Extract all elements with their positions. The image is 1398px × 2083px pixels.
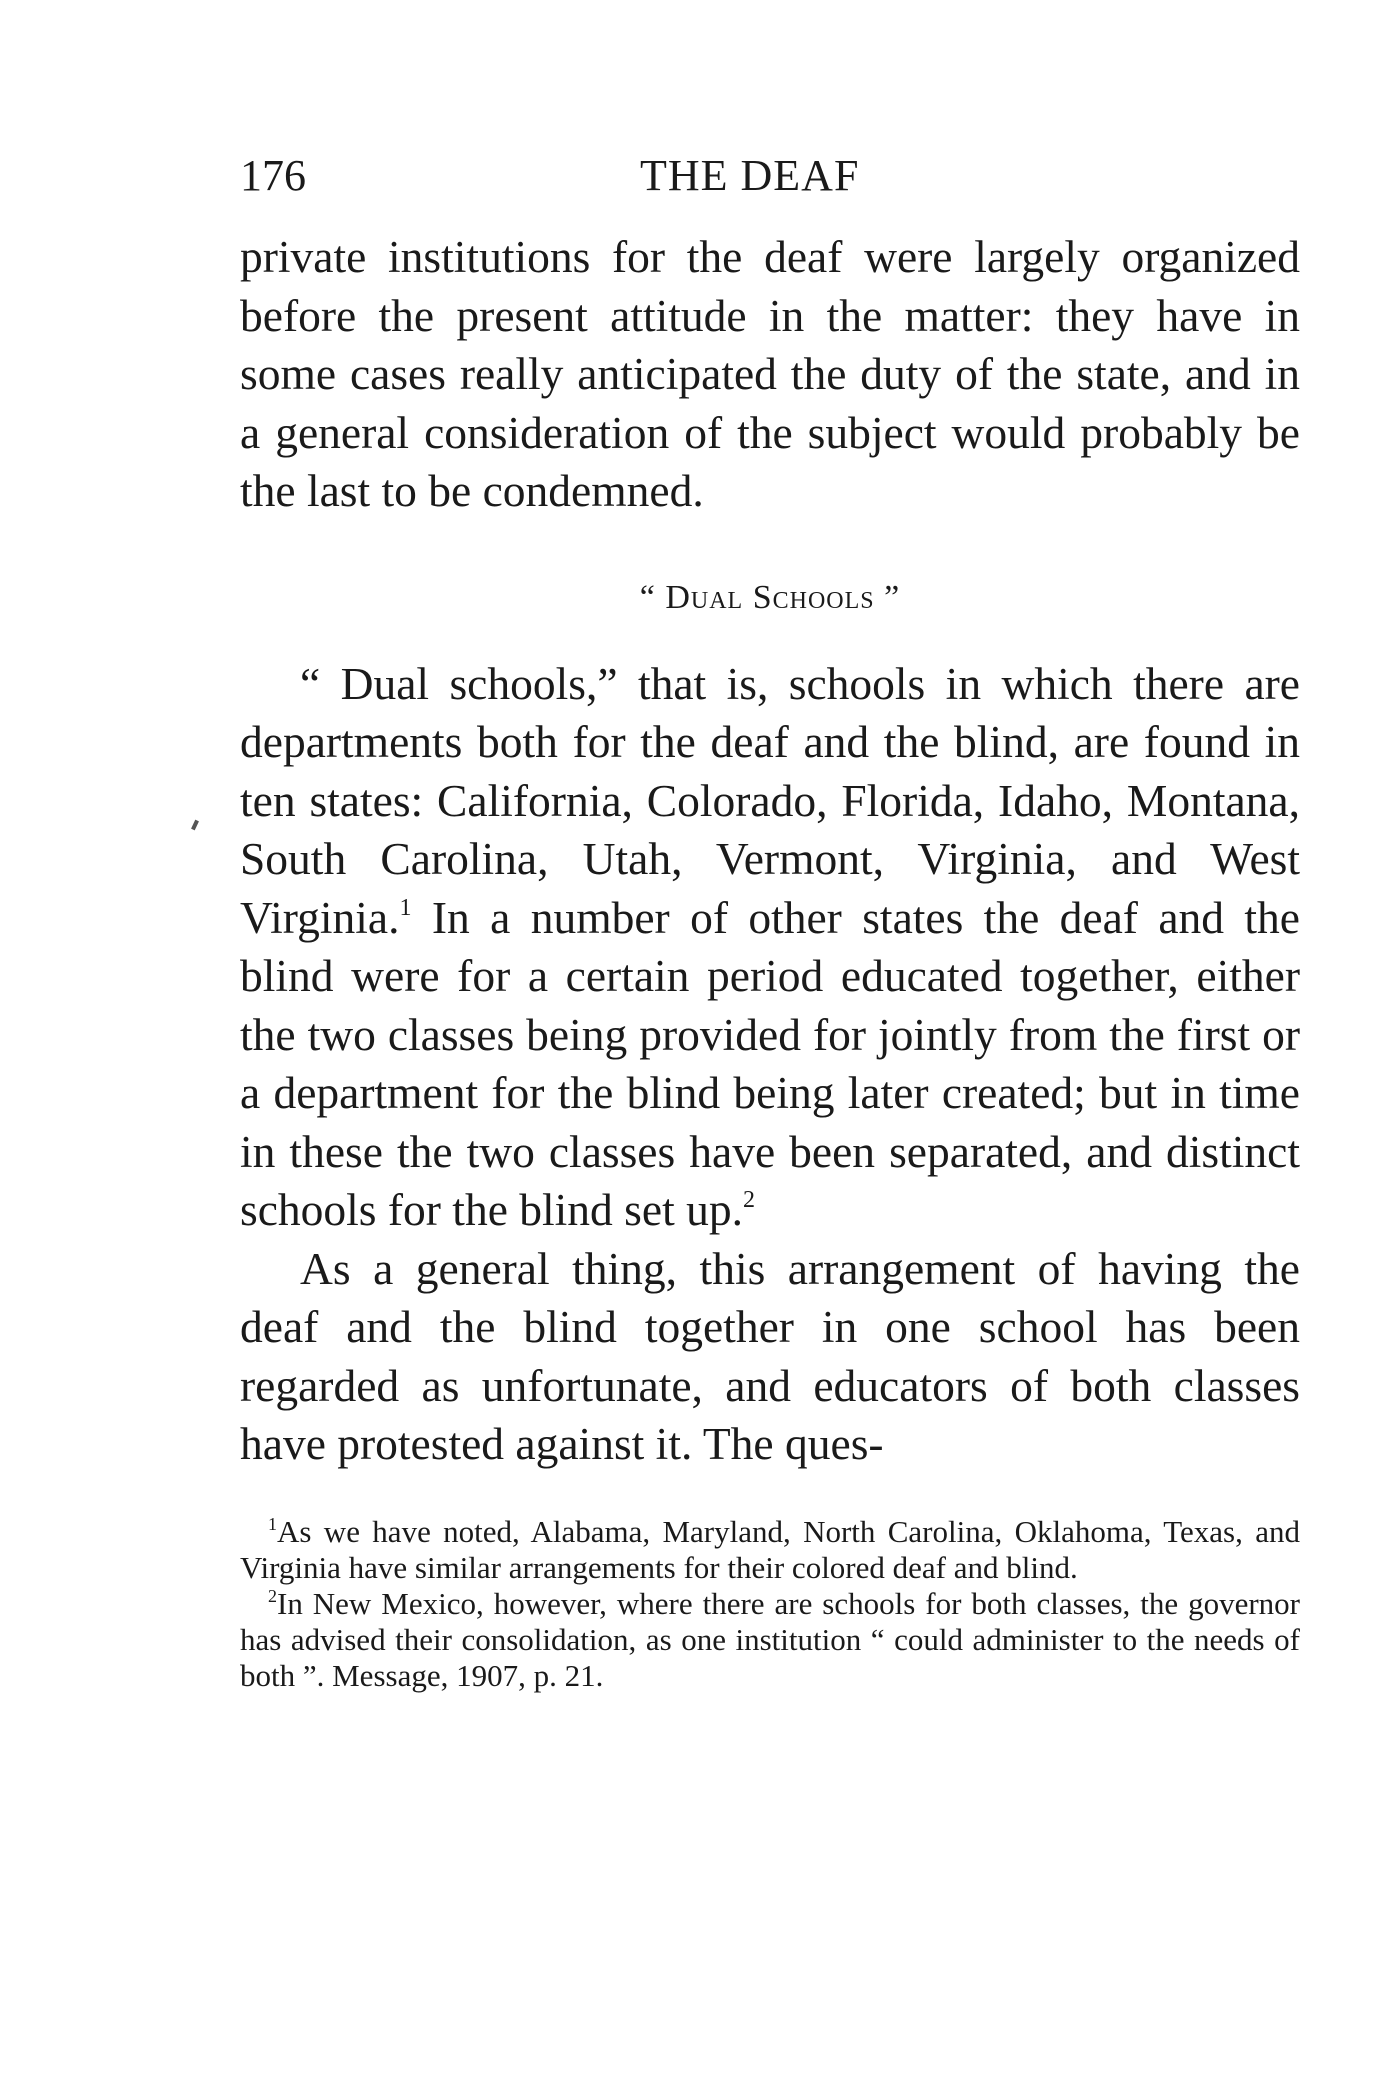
- footnote-ref-2: 2: [742, 1187, 755, 1213]
- footnote-1-text: As we have noted, Alabama, Maryland, North Carolina, Oklahoma, Texas, and Virginia have similar arrangements for their colored deaf and blind.: [240, 1513, 1300, 1585]
- footnote-2: [240, 1586, 1300, 1694]
- page-number: 176: [240, 151, 306, 200]
- dual-schools-text: “ Dual schools,” that is, schools in which there are departments both for the deaf and the blind, are found in ten states: California, Colorado, Florida, Idaho, Montana, South Carolina, Utah, Vermont, Virginia, and West Virginia.: [240, 657, 1300, 943]
- section-heading: “ Dual Schools ”: [639, 578, 901, 616]
- general-thing-paragraph: As a general thing, this arrangement of having the deaf and the blind together in one school has been regarded as unfortunate, and educators of both classes have protested against it. The ques-: [240, 1242, 1300, 1469]
- footnote-1-mark: 1: [268, 1513, 277, 1534]
- footnote-2-mark: 2: [268, 1585, 277, 1606]
- stray-ink-mark: [191, 820, 199, 831]
- footnotes: [240, 1514, 1300, 1694]
- running-head: [240, 150, 1300, 210]
- footnote-2-text: In New Mexico, however, where there are schools for both classes, the governor has advised their consolidation, as one institution “ could administer to the needs of both ”. Message, 1907, p. 21.: [240, 1585, 1300, 1693]
- dual-schools-paragraph: [240, 655, 1300, 1240]
- dual-schools-text-continued: In a number of other states the deaf and the blind were for a certain period educated together, either the two classes being provided for jointly from the first or a department for the blind being later created; but in time in these the two classes have been separated, and distinct schools for the blind set up.: [240, 891, 1300, 1235]
- book-page: [240, 150, 1300, 1694]
- running-title: THE DEAF: [640, 151, 860, 200]
- continuation-paragraph: private institutions for the deaf were largely organized before the present attitude in the matter: they have in some cases really anticipated the duty of the state, and in a general consideration of the subject would probably be the last to be condemned.: [240, 231, 1300, 516]
- footnote-1: [240, 1514, 1300, 1586]
- footnote-ref-1: 1: [399, 894, 412, 921]
